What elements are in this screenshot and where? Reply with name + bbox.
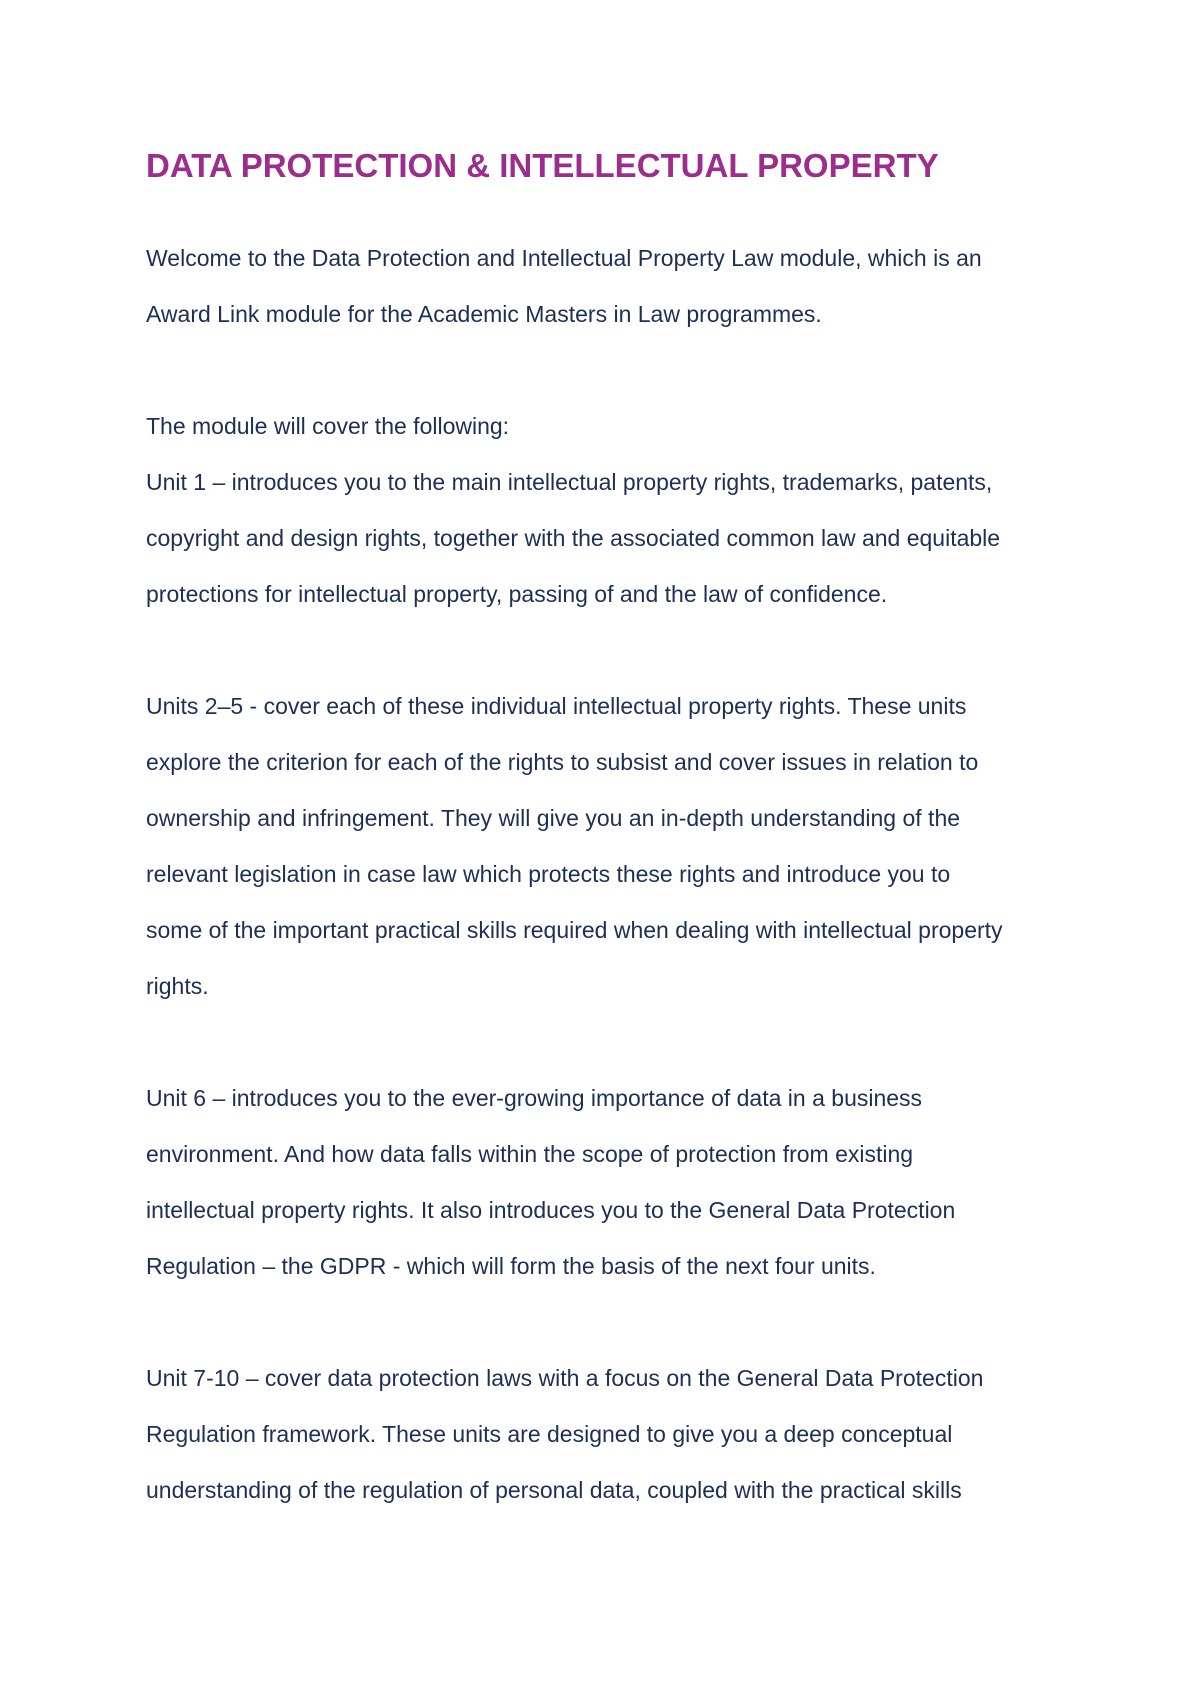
text-line: rights. xyxy=(146,973,209,999)
paragraph-unit-7-10 xyxy=(146,1350,1076,1518)
text-line: Welcome to the Data Protection and Intellectual Property Law module, which is an xyxy=(146,245,982,271)
text-line: Unit 6 – introduces you to the ever-growing importance of data in a business xyxy=(146,1085,923,1111)
paragraph-welcome xyxy=(146,230,1076,342)
text-line: Units 2–5 - cover each of these individual intellectual property rights. These units xyxy=(146,693,967,719)
text-line: understanding of the regulation of personal data, coupled with the practical skills xyxy=(146,1477,962,1503)
text-line: Unit 1 – introduces you to the main intellectual property rights, trademarks, patents, xyxy=(146,469,993,495)
text-line: intellectual property rights. It also introduces you to the General Data Protection xyxy=(146,1197,956,1223)
text-line: Regulation – the GDPR - which will form the basis of the next four units. xyxy=(146,1253,876,1279)
text-line: Regulation framework. These units are designed to give you a deep conceptual xyxy=(146,1421,953,1447)
paragraph-unit-6 xyxy=(146,1070,1076,1294)
document-title: DATA PROTECTION & INTELLECTUAL PROPERTY xyxy=(146,147,939,184)
text-line: copyright and design rights, together with the associated common law and equitable xyxy=(146,525,1001,551)
text-line: protections for intellectual property, passing of and the law of confidence. xyxy=(146,581,888,607)
text-line: Award Link module for the Academic Masters in Law programmes. xyxy=(146,301,822,327)
text-line: some of the important practical skills required when dealing with intellectual property xyxy=(146,917,1003,943)
paragraph-module-cover xyxy=(146,398,1076,622)
paragraph-units-2-5 xyxy=(146,678,1076,1014)
text-line: ownership and infringement. They will give you an in-depth understanding of the xyxy=(146,805,961,831)
text-line: Unit 7-10 – cover data protection laws with a focus on the General Data Protection xyxy=(146,1365,984,1391)
text-line: relevant legislation in case law which protects these rights and introduce you to xyxy=(146,861,951,887)
text-line: environment. And how data falls within the scope of protection from existing xyxy=(146,1141,914,1167)
document-page xyxy=(146,0,1076,1698)
text-line: explore the criterion for each of the rights to subsist and cover issues in relation to xyxy=(146,749,979,775)
text-line: The module will cover the following: xyxy=(146,413,510,439)
